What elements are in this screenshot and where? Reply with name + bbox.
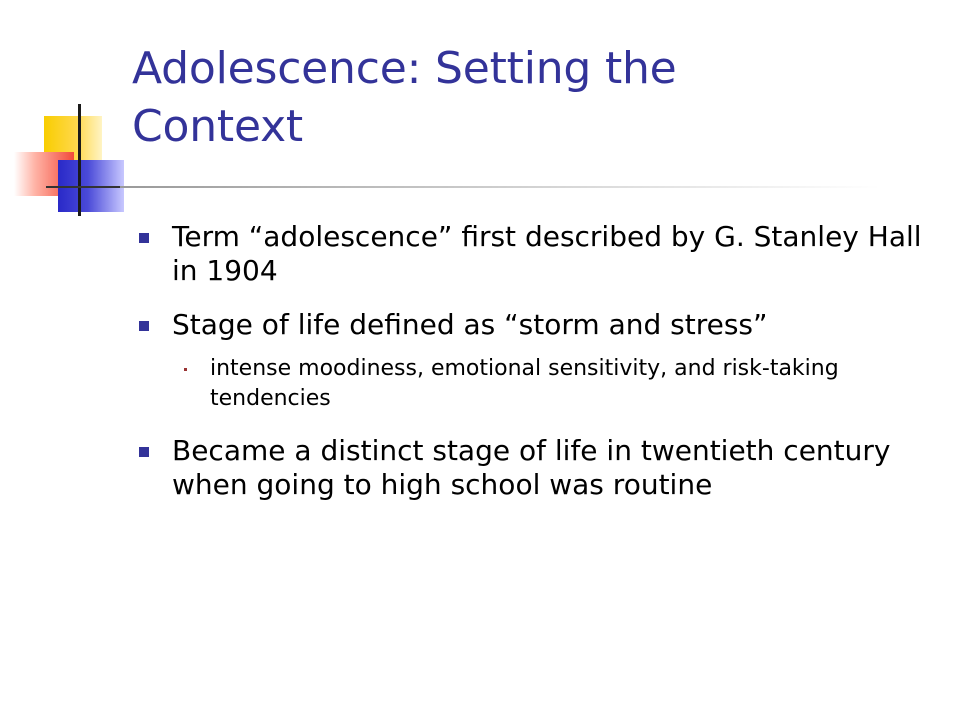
slide-title: Adolescence: Setting the Context (132, 43, 677, 152)
bullet-text: Term “adolescence” first described by G. Stanley Hall in 1904 (172, 220, 922, 287)
bullet-text: Stage of life defined as “storm and stress” (172, 308, 768, 341)
bullet-list (134, 220, 934, 522)
bullet-item (134, 308, 934, 342)
vertical-rule-decor (78, 104, 81, 216)
bullet-item (134, 434, 934, 502)
bullet-item (134, 220, 934, 288)
sub-bullet-item (134, 354, 934, 414)
square-bullet-icon (139, 447, 149, 457)
square-bullet-icon (139, 321, 149, 331)
square-bullet-icon (139, 233, 149, 243)
title-underline-rule (120, 186, 880, 188)
dot-bullet-icon (184, 368, 187, 371)
sub-bullet-text: intense moodiness, emotional sensitivity, and risk-taking tendencies (210, 356, 839, 411)
bullet-text: Became a distinct stage of life in twentieth century when going to high school was routine (172, 434, 891, 501)
decorative-squares-graphic (0, 0, 140, 230)
